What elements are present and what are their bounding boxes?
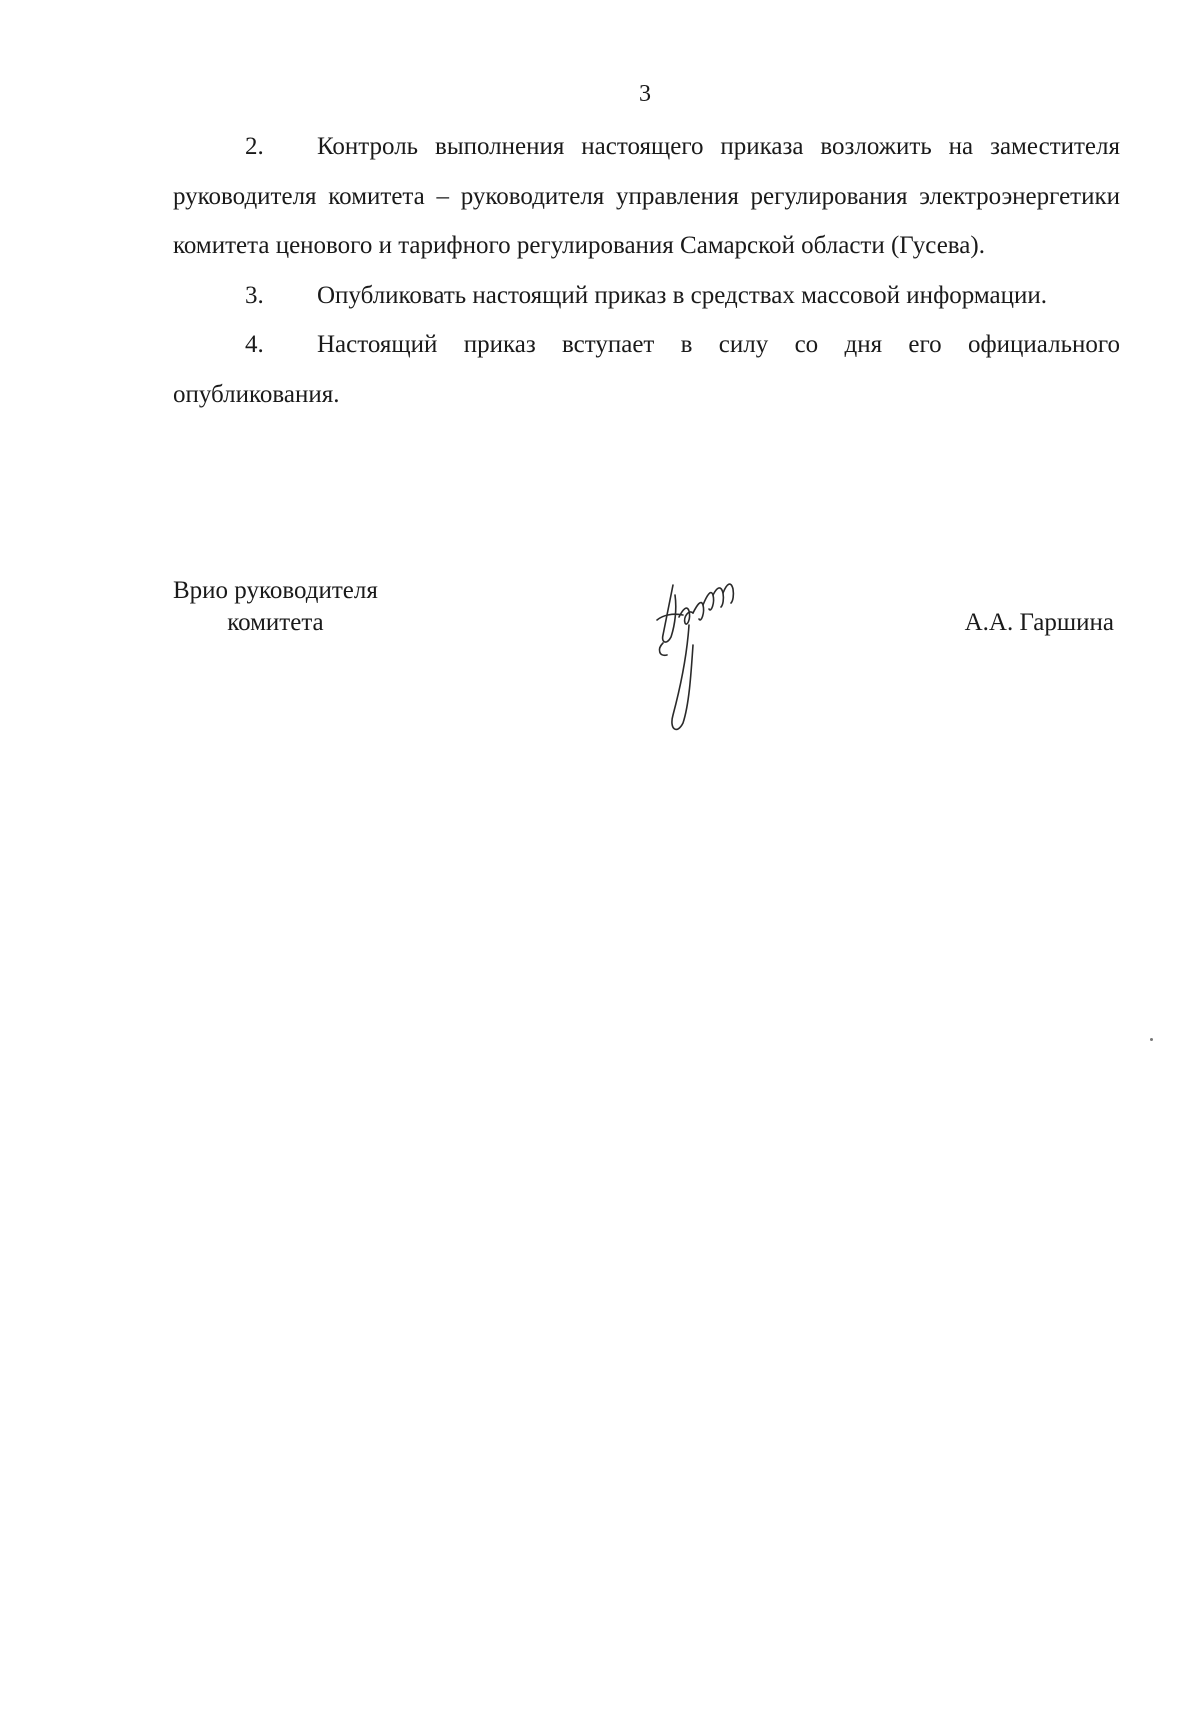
paragraph-4	[173, 320, 1120, 419]
handwritten-signature	[643, 565, 773, 735]
paragraph-text: Контроль выполнения настоящего приказа возложить на заместителя руководителя комитета – руководителя управления регулирования электроэнергетики комитета ценового и тарифного регулирования Самарской области (Гусева).	[173, 133, 1120, 259]
paragraph-number: 2.	[245, 133, 264, 160]
signatory-name: А.А. Гаршина	[964, 609, 1114, 636]
document-body	[173, 122, 1120, 419]
signatory-position-line1: Врио руководителя	[173, 577, 378, 604]
paragraph-text: Настоящий приказ вступает в силу со дня его официального опубликования.	[173, 331, 1120, 408]
paragraph-2	[173, 122, 1120, 271]
signature-block	[173, 575, 1120, 735]
page-number: 3	[639, 81, 651, 107]
scan-speck	[1150, 1038, 1153, 1041]
signatory-position	[173, 575, 378, 639]
paragraph-number: 3.	[245, 281, 264, 309]
signatory-position-line2: комитета	[227, 609, 324, 636]
paragraph-text: Опубликовать настоящий приказ в средствах массовой информации.	[317, 281, 1048, 309]
paragraph-number: 4.	[245, 331, 264, 358]
paragraph-3	[173, 271, 1120, 321]
